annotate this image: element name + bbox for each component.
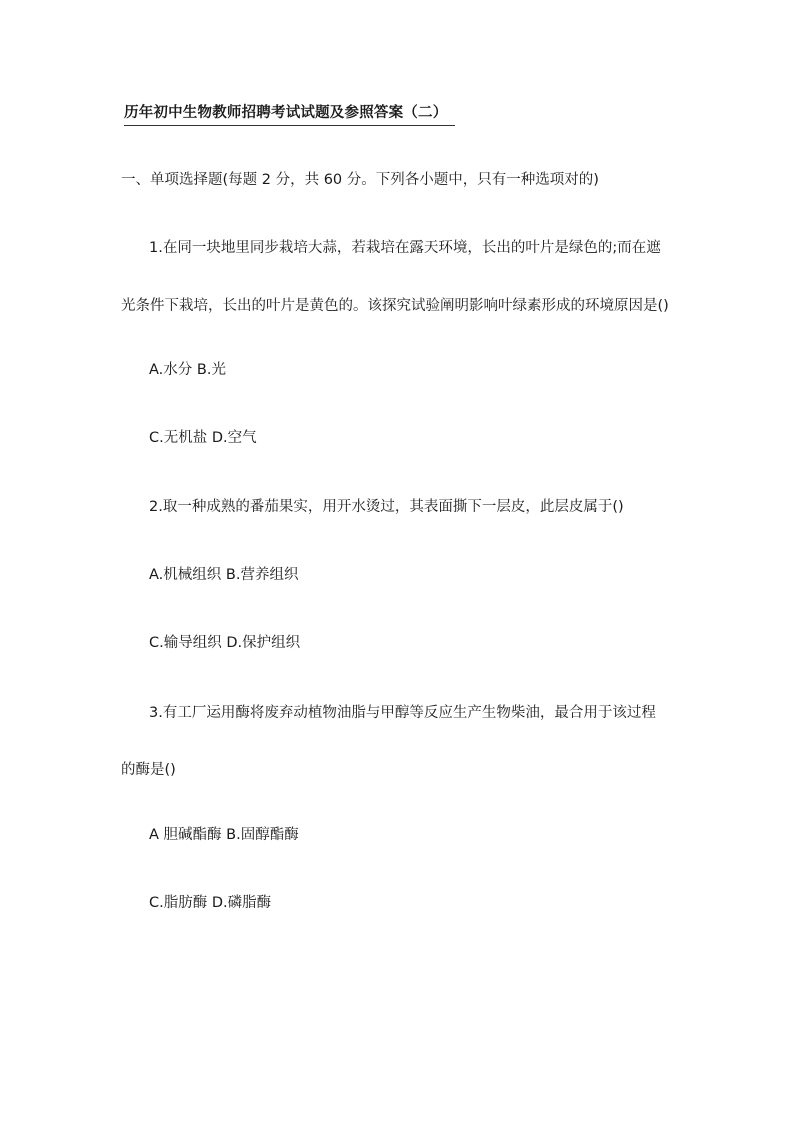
question-3-stem-line-2: 的酶是() — [121, 762, 176, 778]
question-1-stem-line-1: 1.在同一块地里同步栽培大蒜，若栽培在露天环境，长出的叶片是绿色的;而在遮 — [149, 240, 661, 256]
question-1-options-line-2: C.无机盐 D.空气 — [149, 430, 257, 446]
document-title: 历年初中生物教师招聘考试试题及参照答案（二） — [124, 101, 455, 126]
section-heading: 一、单项选择题(每题 2 分，共 60 分。下列各小题中，只有一种选项对的) — [121, 172, 599, 188]
question-2-stem-line-1: 2.取一种成熟的番茄果实，用开水烫过，其表面撕下一层皮，此层皮属于() — [149, 499, 624, 515]
question-3-options-line-2: C.脂肪酶 D.磷脂酶 — [149, 895, 272, 911]
question-2-options-line-1: A.机械组织 B.营养组织 — [149, 567, 299, 583]
question-1-stem-line-2: 光条件下栽培，长出的叶片是黄色的。该探究试验阐明影响叶绿素形成的环境原因是() — [121, 298, 669, 314]
question-2-options-line-2: C.输导组织 D.保护组织 — [149, 635, 301, 651]
question-1-options-line-1: A.水分 B.光 — [149, 362, 226, 378]
question-3-options-line-1: A 胆碱酯酶 B.固醇酯酶 — [149, 827, 299, 843]
question-3-stem-line-1: 3.有工厂运用酶将废弃动植物油脂与甲醇等反应生产生物柴油，最合用于该过程 — [149, 705, 656, 721]
